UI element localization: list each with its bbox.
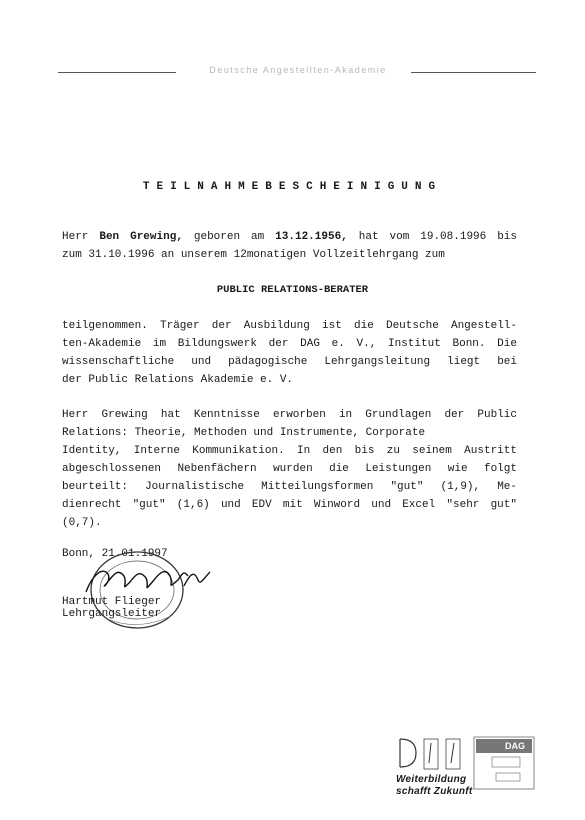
- dag-logo-text: DAG: [505, 741, 525, 751]
- assessment-line: (0,7).: [62, 517, 102, 529]
- sponsor-line: ten-Akademie im Bildungswerk der DAG e. V., Institut Bonn. Die: [62, 338, 517, 350]
- assessment-paragraph: [62, 406, 517, 532]
- birth-date: 13.12.1956,: [275, 231, 348, 243]
- intro-post: hat vom 19.08.1996 bis: [347, 231, 517, 243]
- intro-line-1: [62, 228, 517, 246]
- header-rule-right: [411, 72, 536, 73]
- assessment-line: Herr Grewing hat Kenntnisse erworben in Grundlagen der Public: [62, 409, 517, 421]
- assessment-line: abgeschlossenen Nebenfächern wurden die Leistungen wie folgt: [62, 463, 517, 475]
- assessment-line: beurteilt: Journalistische Mitteilungsformen "gut" (1,9), Me-: [62, 481, 517, 493]
- participant-name: Ben Grewing,: [99, 231, 183, 243]
- sponsor-paragraph: [62, 317, 517, 389]
- intro-line-2: zum 31.10.1996 an unserem 12monatigen Vollzeitlehrgang zum: [62, 249, 445, 261]
- header-org-text: Deutsche Angestellten-Akademie: [209, 65, 387, 75]
- course-title: PUBLIC RELATIONS-BERATER: [216, 284, 369, 296]
- intro-mid: geboren am: [182, 231, 276, 243]
- sponsor-line: der Public Relations Akademie e. V.: [62, 374, 294, 386]
- assessment-line: Identity, Interne Kommunikation. In den bis zu seinem Austritt: [62, 445, 517, 457]
- sponsor-line: wissenschaftliche und pädagogische Lehrgangsleitung liegt bei: [62, 356, 517, 368]
- logo-tagline-2: schafft Zukunft: [396, 786, 473, 797]
- document-title: TEILNAHMEBESCHEINIGUNG: [142, 181, 443, 193]
- assessment-line: Relations: Theorie, Methoden und Instrumente, Corporate: [62, 427, 426, 439]
- place-date: Bonn, 21.01.1997: [62, 548, 168, 560]
- intro-paragraph: [62, 228, 517, 264]
- assessment-line: dienrecht "gut" (1,6) und EDV mit Winword und Excel "sehr gut": [62, 499, 517, 511]
- signer-name: Hartmut Flieger: [62, 596, 162, 608]
- sponsor-line: teilgenommen. Träger der Ausbildung ist die Deutsche Angestell-: [62, 320, 517, 332]
- logo-tagline-1: Weiterbildung: [396, 774, 467, 785]
- signer-role: Lehrgangsleiter: [62, 608, 162, 620]
- intro-pre: Herr: [62, 231, 100, 243]
- header-rule-left: [58, 72, 176, 73]
